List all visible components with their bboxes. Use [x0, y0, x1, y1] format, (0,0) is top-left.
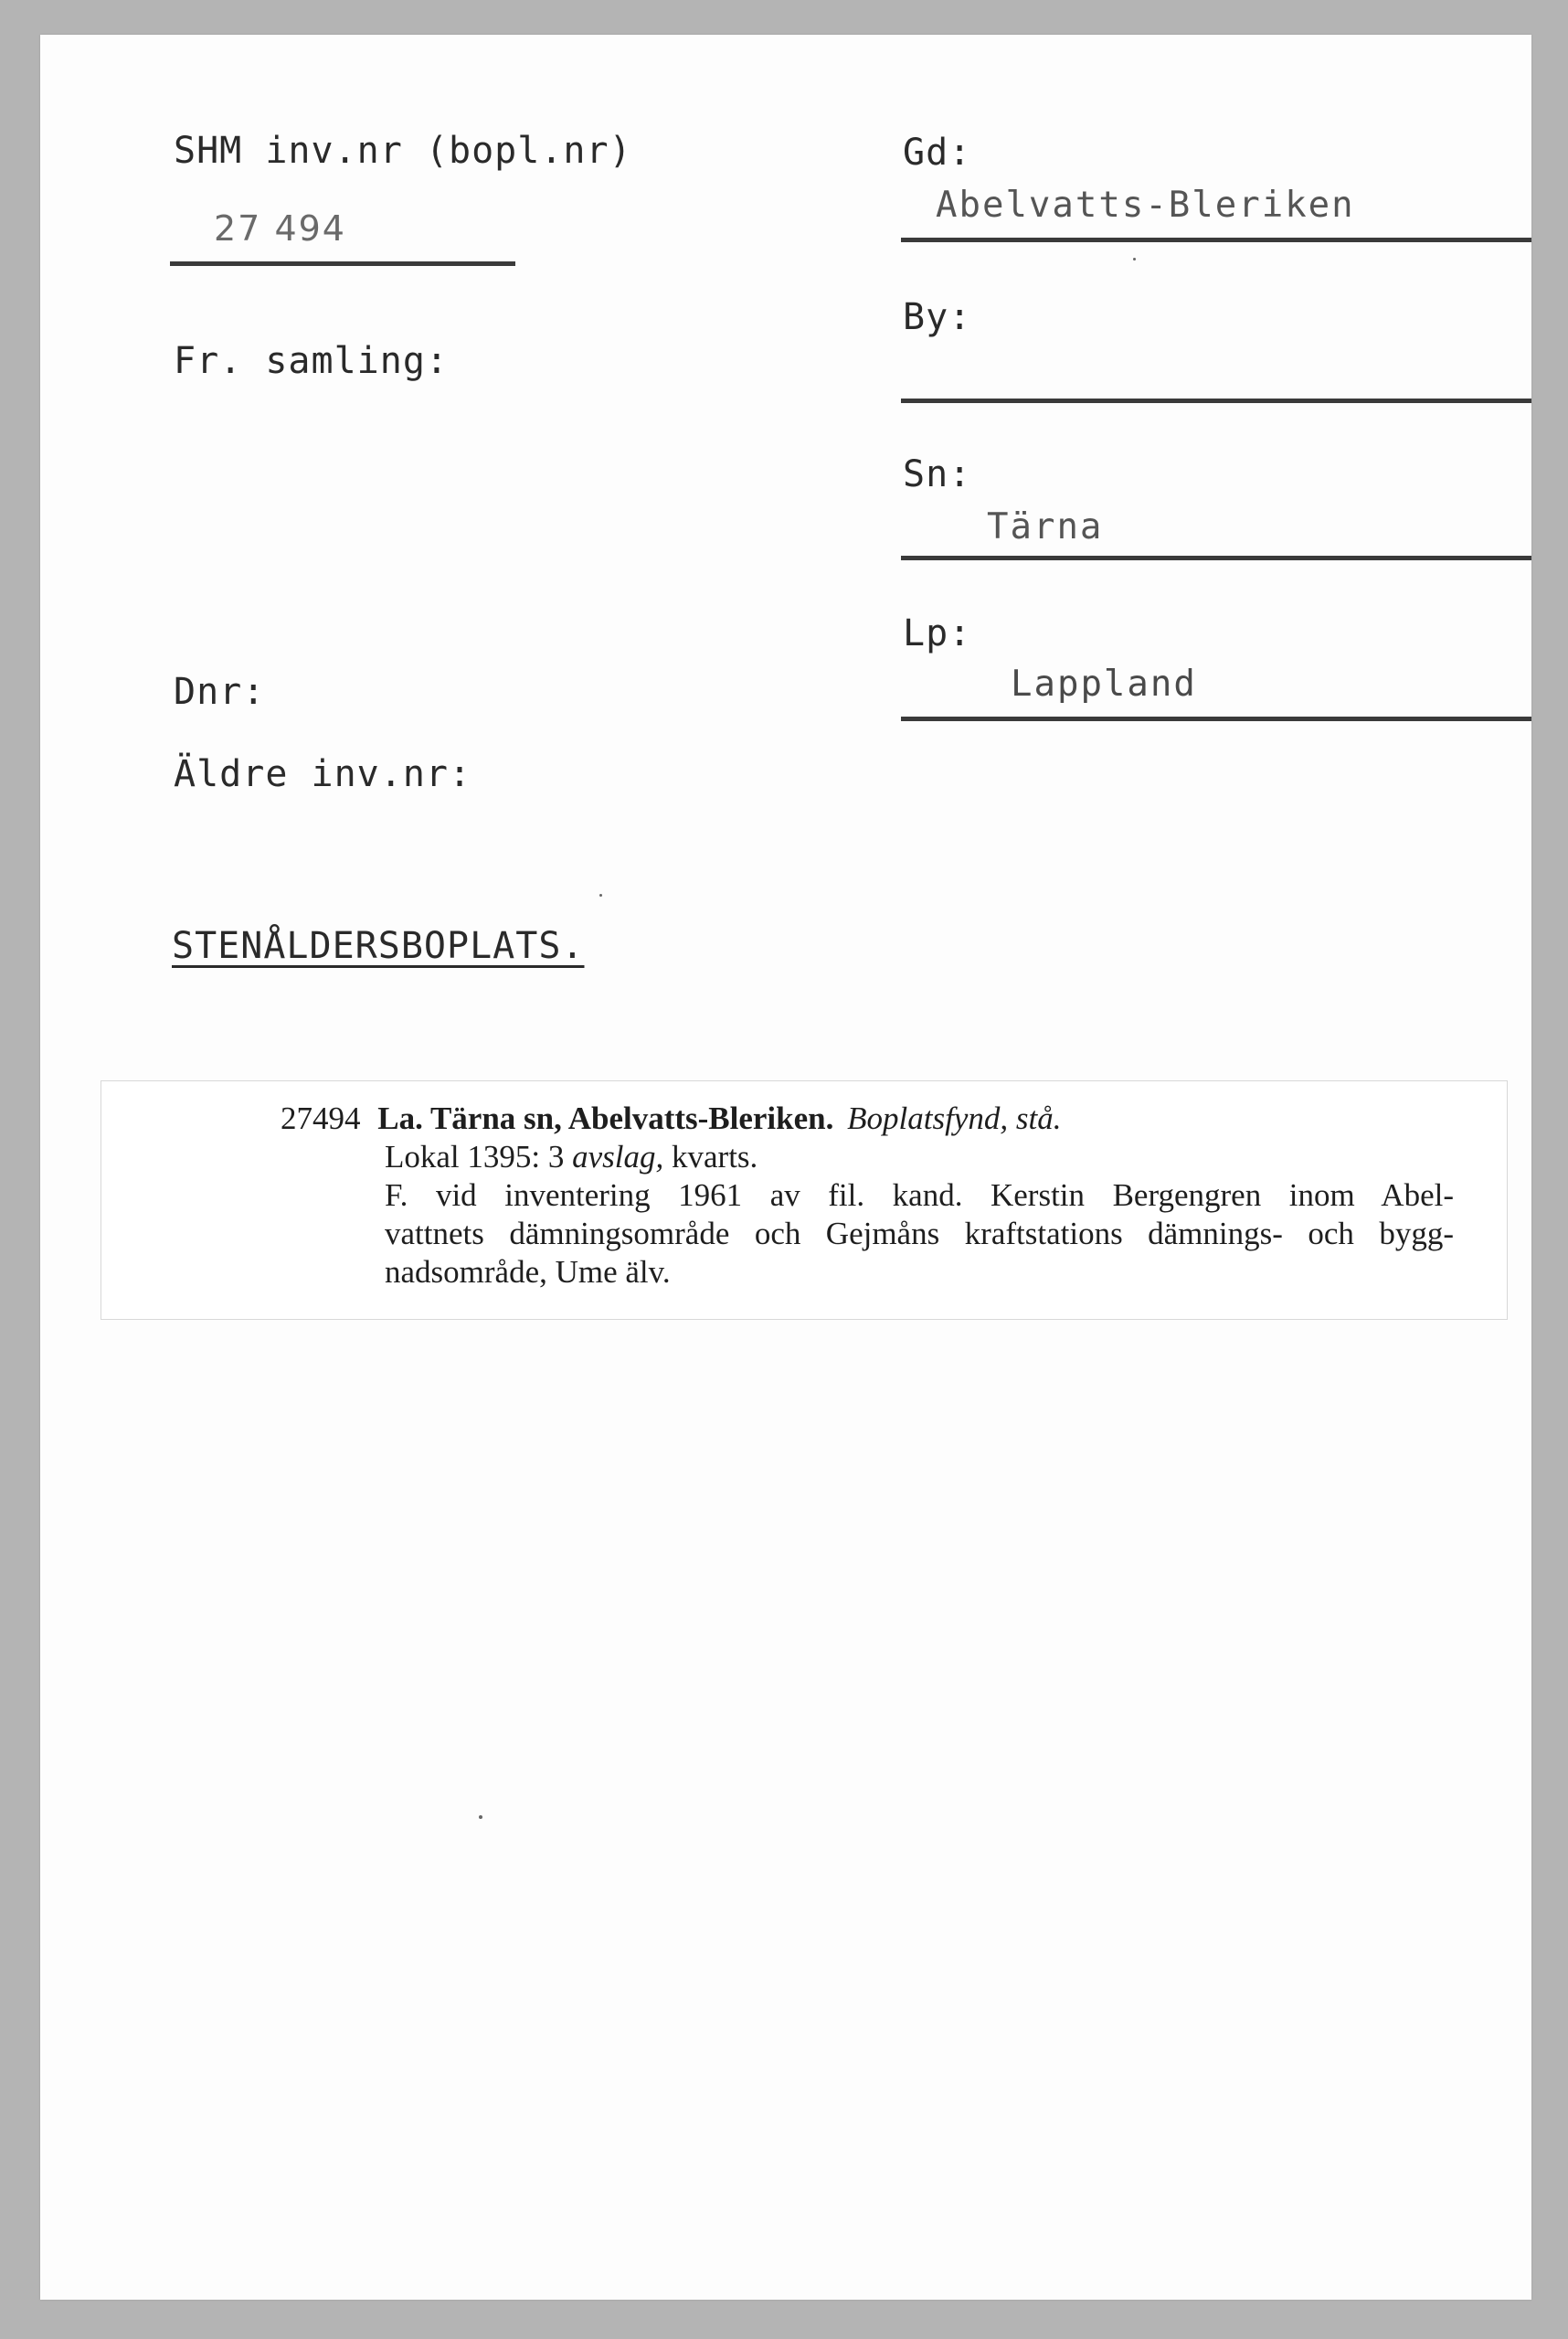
slip-line2-suffix: kvarts.	[672, 1139, 758, 1175]
slip-line-4: vattnets dämningsområde och Gejmåns kraftstations dämnings- och bygg-	[385, 1216, 1454, 1251]
gd-label: Gd:	[903, 132, 972, 174]
sn-label: Sn:	[903, 453, 972, 495]
gd-value: Abelvatts-Bleriken	[936, 185, 1355, 226]
slip-line-1	[281, 1100, 1061, 1138]
slip-number: 27494	[281, 1100, 361, 1136]
inv-nr-rule	[170, 261, 515, 266]
inv-nr-prefix: 27	[214, 208, 262, 249]
slip-heading: La. Tärna sn, Abelvatts-Bleriken.	[377, 1100, 834, 1136]
inv-nr-value	[214, 208, 346, 249]
sn-value: Tärna	[987, 506, 1104, 548]
lp-label: Lp:	[903, 612, 972, 654]
slip-line-3: F. vid inventering 1961 av fil. kand. Kerstin Bergengren inom Abel-	[385, 1177, 1454, 1213]
sn-rule	[901, 556, 1531, 560]
inv-nr-label: SHM inv.nr (bopl.nr)	[174, 130, 632, 172]
fr-samling-label: Fr. samling:	[174, 340, 449, 382]
dnr-label: Dnr:	[174, 671, 266, 713]
catalog-card	[40, 35, 1531, 2300]
scan-speck	[1133, 258, 1136, 260]
by-rule	[901, 399, 1531, 403]
category-heading: STENÅLDERSBOPLATS.	[172, 925, 585, 967]
gd-rule	[901, 238, 1531, 242]
printed-catalog-slip	[101, 1080, 1508, 1320]
aldre-inv-nr-label: Äldre inv.nr:	[174, 753, 472, 795]
inv-nr-number: 494	[274, 208, 346, 249]
lp-rule	[901, 717, 1531, 721]
lp-value: Lappland	[1011, 664, 1197, 705]
slip-heading-italic: Boplatsfynd, stå.	[847, 1100, 1062, 1136]
by-label: By:	[903, 296, 972, 338]
slip-line2-italic: avslag,	[572, 1139, 664, 1175]
scan-speck	[599, 894, 602, 897]
scan-speck	[479, 1815, 482, 1819]
slip-line-5: nadsområde, Ume älv.	[385, 1254, 671, 1290]
slip-line-2	[385, 1138, 758, 1176]
slip-line2-prefix: Lokal 1395: 3	[385, 1139, 565, 1175]
